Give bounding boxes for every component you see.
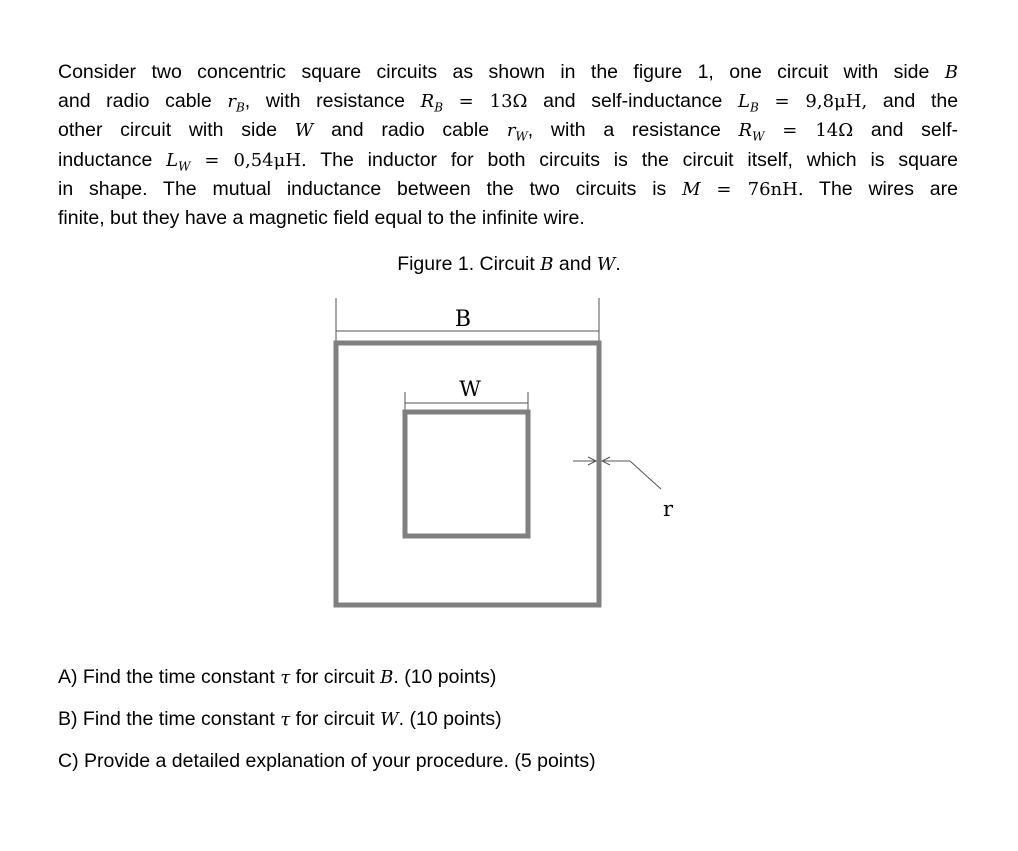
text: A) Find the time constant [58,666,275,688]
text: . [615,253,621,275]
math-RW [738,120,765,144]
text: and self- [870,119,959,142]
math-subscript: W [515,130,528,144]
text: The inductor for both circuits is the circuit itself, which is square [320,148,958,171]
outer-square-circuit-B [336,343,599,605]
text: for circuit [295,708,375,730]
question-a [58,664,496,691]
math-rW [506,120,528,144]
math-B: B [944,62,958,83]
math-symbol: r [506,120,516,142]
text: and the [882,90,959,113]
question-c: C) Provide a detailed explanation of your procedure. (5 points) [58,750,596,772]
math-subscript: B [235,100,245,115]
text: . (10 points) [398,708,502,730]
math-B: B [540,254,554,275]
math-subscript: W [178,159,191,174]
math-value: = 0,54μH. [204,149,307,171]
math-subscript: B [749,100,759,115]
text: , with a resistance [527,119,721,142]
math-symbol: R [738,120,753,142]
text: . (10 points) [393,666,497,688]
text: and self-inductance [543,90,723,113]
math-symbol: L [738,91,750,113]
r-leader-line [630,461,661,489]
text: for circuit [295,666,375,688]
text: and radio cable [58,90,212,113]
math-M: M [682,178,701,200]
math-W: W [596,254,616,275]
text: and [558,253,592,275]
problem-line-6: finite, but they have a magnetic field equal to the infinite wire. [58,207,585,230]
math-symbol: r [227,91,236,113]
math-subscript: W [752,130,765,144]
math-W: W [294,120,314,142]
math-LB [738,91,759,115]
text: inductance [58,148,153,171]
label-B: B [454,307,472,332]
label-W: W [459,377,481,401]
problem-line-1 [58,58,958,87]
math-tau: τ [280,709,291,730]
problem-line-5 [58,175,958,204]
text: Figure 1. Circuit [397,253,535,275]
r-arrow-right-head [602,457,610,465]
problem-line-2 [58,87,958,116]
text: in shape. The mutual inductance between the two circuits is [58,177,667,200]
math-symbol: L [166,149,179,171]
math-B: B [380,667,394,688]
math-value: = 76nH. [716,178,804,200]
figure-caption [0,250,1018,279]
problem-line-4 [58,146,958,175]
math-W: W [380,709,399,730]
text: and radio cable [331,119,490,142]
math-value: = 13Ω [458,91,528,113]
math-tau: τ [280,667,291,688]
math-LW [166,149,191,174]
problem-statement [58,58,958,233]
text: B) Find the time constant [58,708,275,730]
question-b [58,706,502,733]
math-rB [227,91,245,115]
math-symbol: R [420,91,435,113]
r-arrow-left-head [588,457,596,465]
math-RB [420,91,444,115]
inner-square-circuit-W [405,412,528,536]
text: , with resistance [244,90,405,113]
text: other circuit with side [58,119,278,142]
problem-line-3 [58,116,958,145]
label-r: r [662,497,674,521]
math-value: = 9,8μH, [774,91,868,113]
text: Consider two concentric square circuits as shown in the figure 1, one circuit with side [58,61,930,83]
math-value: = 14Ω [782,120,854,142]
math-subscript: B [434,100,444,115]
text: The wires are [819,177,958,200]
